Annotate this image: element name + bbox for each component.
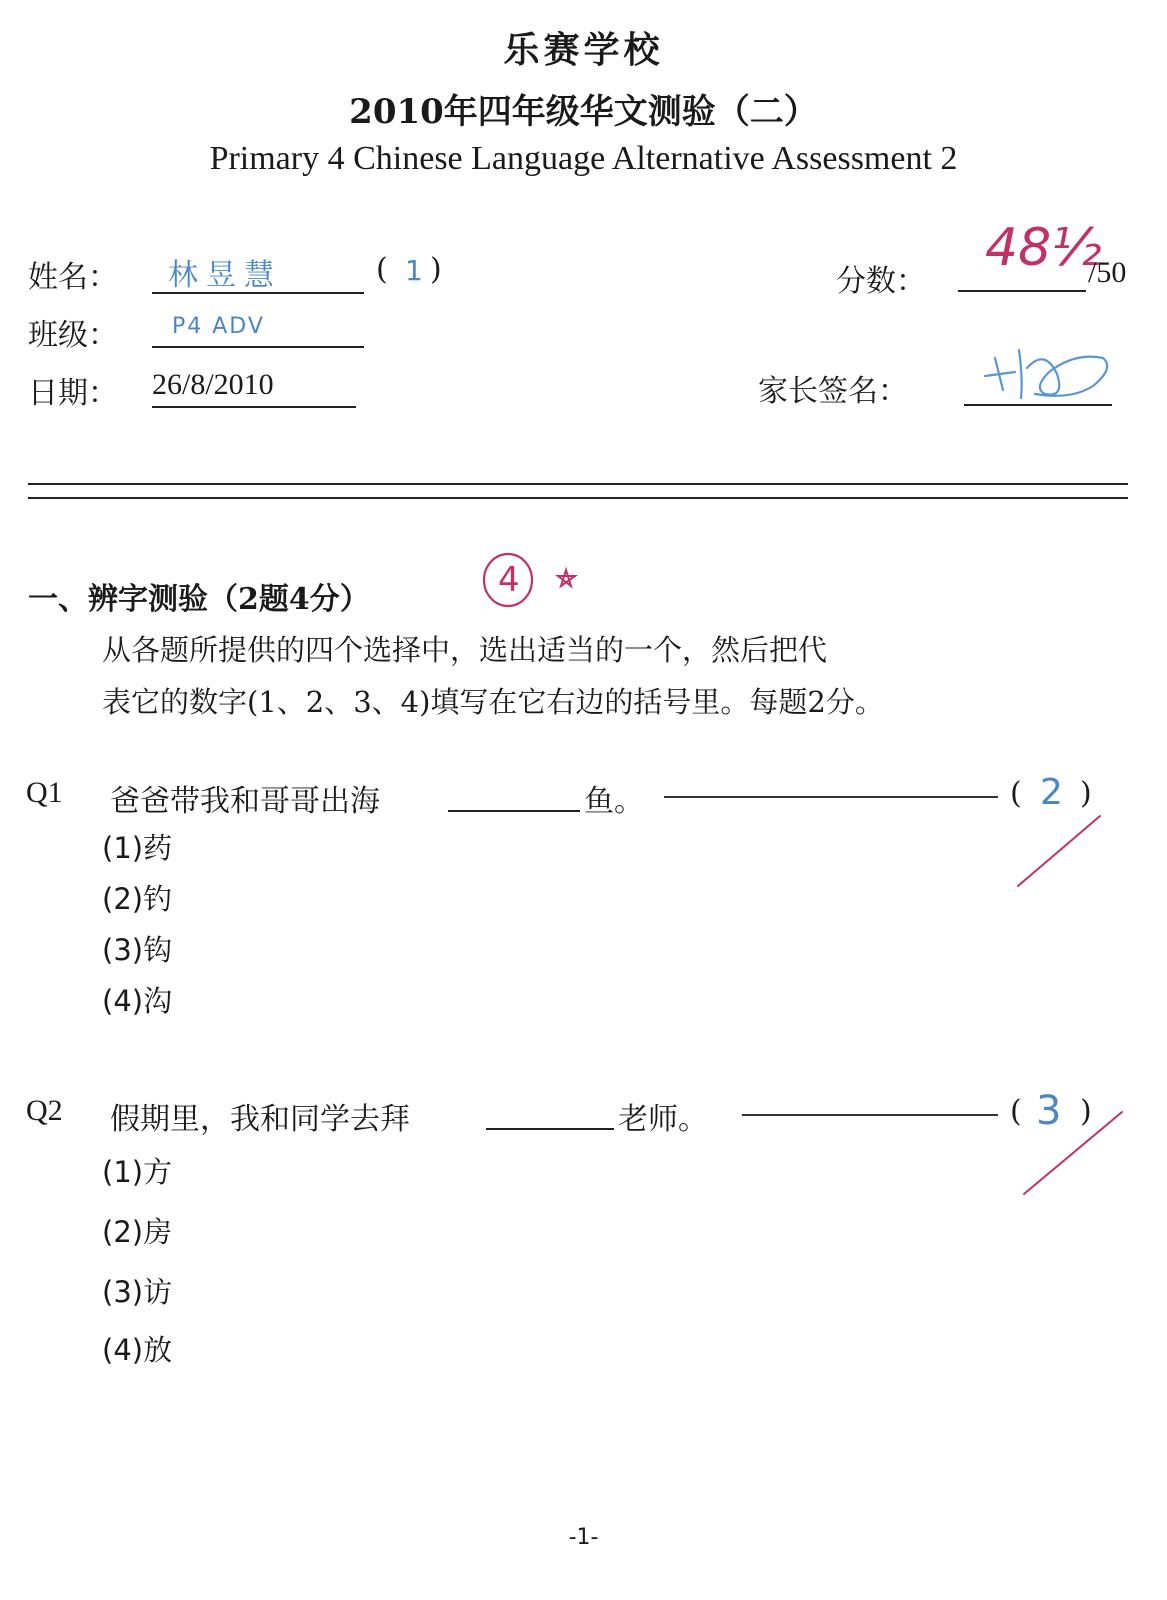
name-label: 姓名： bbox=[28, 260, 118, 295]
parent-signature-scribble bbox=[975, 328, 1120, 408]
option: (3)访 bbox=[102, 1275, 173, 1309]
option: (4)放 bbox=[102, 1333, 173, 1367]
parent-signature-label: 家长签名： bbox=[758, 374, 908, 409]
section-score-circle-and-star bbox=[478, 552, 588, 612]
correct-tick-mark bbox=[1018, 1108, 1128, 1200]
correct-tick-mark bbox=[1010, 810, 1105, 890]
score-label: 分数： bbox=[836, 264, 926, 299]
score-total: /50 bbox=[1088, 256, 1127, 289]
section-score-handwritten: 4 bbox=[498, 560, 520, 600]
student-name-handwritten: 林昱慧 bbox=[168, 258, 282, 293]
answer-paren-open: ( bbox=[1010, 776, 1022, 811]
answer-paren-close: ) bbox=[1080, 776, 1092, 811]
question-number: Q2 bbox=[26, 1094, 63, 1127]
question-text-before-blank: 爸爸带我和哥哥出海 bbox=[110, 784, 380, 819]
class-underline bbox=[152, 346, 364, 348]
option: (1)药 bbox=[102, 831, 173, 865]
index-close-paren: ) bbox=[430, 252, 442, 287]
option: (2)房 bbox=[102, 1215, 173, 1249]
date-label: 日期： bbox=[28, 376, 118, 411]
test-title-chinese: 2010年四年级华文测验（二） bbox=[349, 92, 818, 132]
answer-blank bbox=[448, 810, 580, 812]
instruction-line-1: 从各题所提供的四个选择中，选出适当的一个，然后把代 bbox=[102, 633, 828, 667]
answer-handwritten: 2 bbox=[1040, 772, 1063, 813]
question-text-after-blank: 鱼。 bbox=[584, 784, 644, 819]
answer-blank bbox=[486, 1128, 614, 1130]
question-text-after-blank: 老师。 bbox=[618, 1102, 708, 1137]
date-value: 26/8/2010 bbox=[152, 368, 274, 401]
answer-paren-close: ) bbox=[1080, 1094, 1092, 1129]
page-number: -1- bbox=[568, 1525, 599, 1550]
score-underline bbox=[958, 290, 1086, 292]
instruction-line-2: 表它的数字(1、2、3、4)填写在它右边的括号里。每题2分。 bbox=[102, 685, 884, 719]
question-text-before-blank: 假期里，我和同学去拜 bbox=[110, 1102, 410, 1137]
answer-paren-open: ( bbox=[1010, 1094, 1022, 1129]
class-label: 班级： bbox=[28, 318, 118, 353]
answer-handwritten: 3 bbox=[1036, 1088, 1062, 1134]
question-number: Q1 bbox=[26, 776, 63, 809]
leader-dashes bbox=[742, 1114, 998, 1116]
option: (1)方 bbox=[102, 1155, 173, 1189]
index-number-handwritten: 1 bbox=[405, 254, 423, 287]
date-underline bbox=[152, 406, 356, 408]
test-title-english: Primary 4 Chinese Language Alternative Assessment 2 bbox=[209, 140, 958, 177]
leader-dashes bbox=[664, 796, 998, 798]
section-title: 一、辨字测验（2题4分） bbox=[28, 582, 370, 617]
school-name: 乐赛学校 bbox=[503, 29, 664, 71]
option: (4)沟 bbox=[102, 984, 173, 1018]
score-handwritten: 48½ bbox=[985, 218, 1102, 278]
index-open-paren: ( bbox=[376, 252, 388, 287]
separator-double-line bbox=[28, 483, 1128, 499]
option: (2)钓 bbox=[102, 882, 173, 916]
class-value-handwritten: P4 ADV bbox=[172, 314, 265, 339]
option: (3)钩 bbox=[102, 933, 173, 967]
